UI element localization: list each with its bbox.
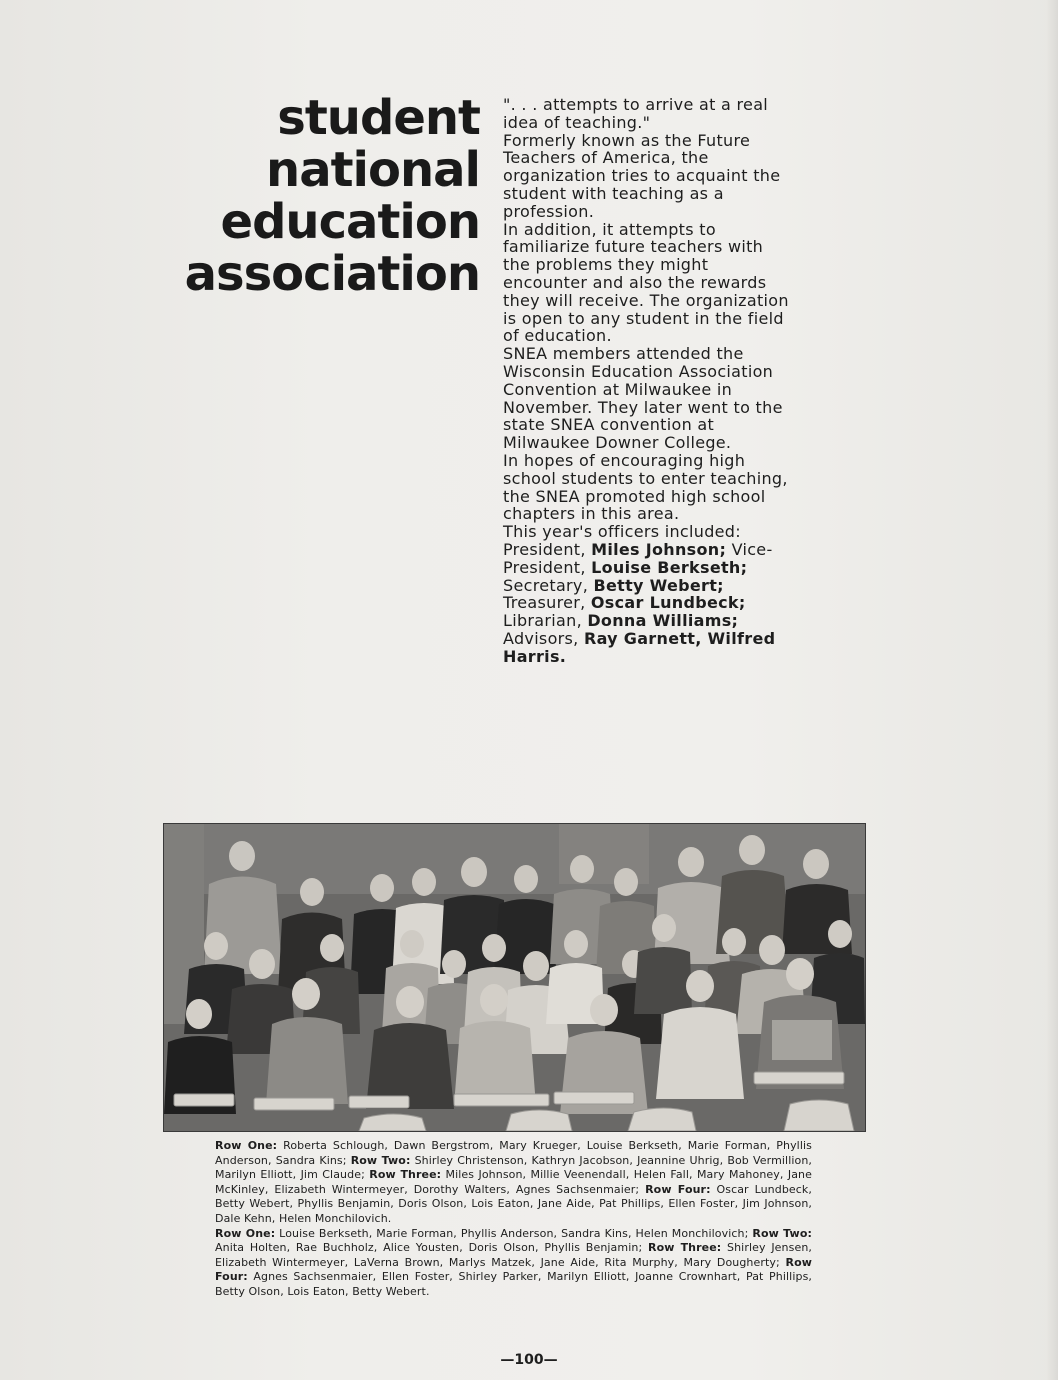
caption-g1-row1: Roberta Schlough, Dawn Bergstrom, Mary Krueger, Louise Berkseth, Marie Forman, Phyllis Anderson, Sandra Kins; — [215, 1139, 812, 1167]
officer-treasurer: Oscar Lundbeck; — [590, 593, 746, 613]
page-number: —100— — [500, 1352, 558, 1368]
officer-vp-label: Vice-President, — [503, 539, 773, 577]
paragraph-4: In hopes of encouraging high school students to enter teaching, the SNEA promoted high school chapters in this area. — [503, 450, 788, 524]
photo-caption — [215, 1139, 812, 1300]
title-line-3: education — [220, 194, 480, 250]
opening-quote: ". . . attempts to arrive at a real idea of teaching." — [503, 95, 769, 132]
paragraph-2: In addition, it attempts to familiarize future teachers with the problems they might encounter and also the rewards they will receive. The organization is open to any student in the field of education. — [503, 219, 789, 346]
officer-secretary: Betty Webert; — [593, 575, 724, 595]
title-line-1: student — [277, 90, 480, 146]
officer-president: Miles Johnson; — [591, 539, 727, 559]
title-line-4: association — [184, 246, 480, 302]
article-body — [503, 96, 793, 666]
officers-paragraph — [503, 523, 793, 665]
page-title — [180, 92, 480, 300]
caption-g2-row3-label: Row Three: — [648, 1241, 722, 1255]
caption-g1-row2: Shirley Christenson, Kathryn Jacobson, Jeannine Uhrig, Bob Vermillion, Marilyn Elliott, Jim Claude; — [215, 1153, 813, 1182]
officer-librarian-label: Librarian, — [503, 611, 588, 631]
caption-g2-row4-label: Row Four: — [215, 1255, 812, 1284]
group-photo-illustration — [164, 824, 865, 1131]
page-edge-shadow — [1046, 0, 1058, 1380]
caption-g1-row1-label: Row One: — [215, 1139, 278, 1152]
officers-intro: This year's officers included: President, — [503, 522, 741, 559]
group-photo — [163, 823, 866, 1132]
officer-advisors-label: Advisors, — [503, 628, 584, 648]
caption-group-2 — [215, 1227, 812, 1300]
caption-g1-row4-label: Row Four: — [645, 1182, 711, 1196]
caption-g2-row3: Shirley Jensen, Elizabeth Wintermeyer, LaVerna Brown, Marlys Matzek, Jane Aide, Rita Murphy, Mary Dougherty; — [215, 1241, 812, 1269]
caption-g2-row2: Anita Holten, Rae Buchholz, Alice Yousten, Doris Olson, Phyllis Benjamin; — [215, 1241, 648, 1255]
officer-secretary-label: Secretary, — [503, 575, 594, 595]
paragraph-3: SNEA members attended the Wisconsin Education Association Convention at Milwaukee in November. They later went to the state SNEA convention at Milwaukee Downer College. — [503, 344, 783, 453]
caption-g1-row2-label: Row Two: — [350, 1153, 411, 1167]
officer-treasurer-label: Treasurer, — [503, 593, 591, 613]
officer-vp: Louise Berkseth; — [591, 557, 748, 577]
caption-group-1 — [215, 1139, 812, 1227]
officer-advisors: Ray Garnett, Wilfred Harris. — [503, 628, 776, 666]
caption-g1-row4: Oscar Lundbeck, Betty Webert, Phyllis Benjamin, Doris Olson, Lois Eaton, Jane Aide, Pat Phillips, Ellen Foster, Jim Johnson, Dale Kehn, Helen Monchilovich. — [215, 1182, 812, 1225]
caption-g1-row3-label: Row Three: — [369, 1168, 442, 1182]
officer-librarian: Donna Williams; — [587, 611, 739, 631]
paragraph-1: Formerly known as the Future Teachers of America, the organization tries to acquaint the student with teaching as a profession. — [503, 130, 781, 221]
caption-g2-row4: Agnes Sachsenmaier, Ellen Foster, Shirley Parker, Marilyn Elliott, Joanne Crownhart, Pat Phillips, Betty Olson, Lois Eaton, Betty Webert. — [215, 1270, 812, 1298]
caption-g1-row3: Miles Johnson, Millie Veenendall, Helen Fall, Mary Mahoney, Jane McKinley, Elizabeth Wintermeyer, Dorothy Walters, Agnes Sachsenmaier; — [215, 1168, 812, 1196]
caption-g2-row1-label: Row One: — [215, 1226, 276, 1240]
caption-g2-row2-label: Row Two: — [752, 1226, 812, 1240]
title-line-2: national — [266, 142, 480, 198]
caption-g2-row1: Louise Berkseth, Marie Forman, Phyllis Anderson, Sandra Kins, Helen Monchilovich; — [275, 1226, 753, 1240]
